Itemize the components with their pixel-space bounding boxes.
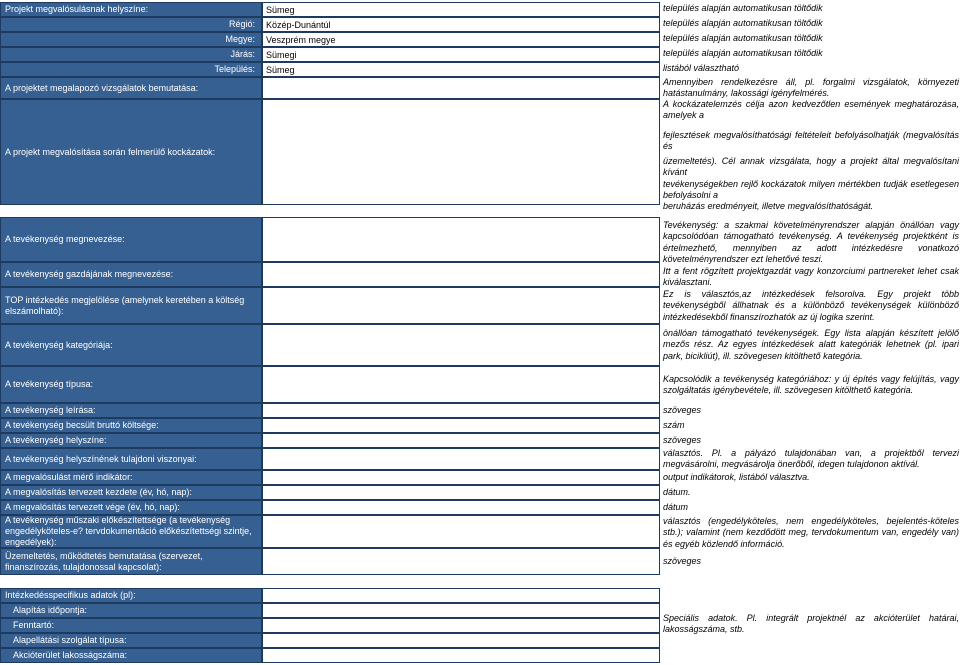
- note-settlement: listából választható: [663, 63, 740, 73]
- field-measure-specific[interactable]: [262, 588, 660, 603]
- note-indicator: output indikátorok, listából választva.: [663, 472, 810, 482]
- note-special-data: Speciális adatok. Pl. integrált projektnél az akcióterület határai, lakosságszáma, stb.: [663, 613, 959, 635]
- label-district: Járás:: [0, 47, 262, 62]
- label-indicator: A megvalósulást mérő indikátor:: [0, 470, 262, 485]
- field-activity-type[interactable]: [262, 366, 660, 403]
- field-project-location[interactable]: Sümeg: [262, 2, 660, 17]
- field-operation[interactable]: [262, 548, 660, 575]
- label-region: Régió:: [0, 17, 262, 32]
- field-ownership[interactable]: [262, 448, 660, 470]
- field-preliminary-studies[interactable]: [262, 77, 660, 99]
- note-activity-location: szöveges: [663, 435, 702, 445]
- label-preliminary-studies: A projektet megalapozó vizsgálatok bemutatása:: [0, 77, 262, 99]
- label-maintainer: Fenntartó:: [0, 618, 262, 633]
- label-technical-readiness: A tevékenység műszaki előkészítettsége (a tevékenység engedélyköteles-e? tervdokumentáció előkészítettségi szintje, engedélyek):: [0, 515, 262, 548]
- note-district: település alapján automatikusan töltődik: [663, 48, 823, 58]
- note-ownership: választós. Pl. a pályázó tulajdonában van, a projektből tervezi megvásárolni, megvásárolja önerőből, idegen tulajdonon aktívál.: [663, 448, 959, 470]
- label-activity-description: A tevékenység leírása:: [0, 403, 262, 418]
- label-end-date: A megvalósítás tervezett vége (év, hó, nap):: [0, 500, 262, 515]
- note-project-location: település alapján automatikusan töltődik: [663, 3, 823, 13]
- note-start-date: dátum.: [663, 487, 691, 497]
- field-maintainer[interactable]: [262, 618, 660, 633]
- field-activity-location[interactable]: [262, 433, 660, 448]
- label-operation: Üzemeltetés, működtetés bemutatása (szervezet, finanszírozás, tulajdonossal kapcsolat):: [0, 548, 262, 575]
- note-region: település alapján automatikusan töltődik: [663, 18, 823, 28]
- note-risks-line-5: beruházás eredményeit, illetve megvalósíthatóságát.: [663, 201, 874, 211]
- field-activity-owner[interactable]: [262, 262, 660, 287]
- field-end-date[interactable]: [262, 500, 660, 515]
- note-county: település alapján automatikusan töltődik: [663, 33, 823, 43]
- note-activity-type: Kapcsolódik a tevékenység kategóriához: y új építés vagy felújítás, vagy szolgáltatás igénybevétele, ill. szövegesen kitölthető kategória.: [663, 374, 959, 396]
- label-activity-owner: A tevékenység gazdájának megnevezése:: [0, 262, 262, 287]
- field-activity-category[interactable]: [262, 324, 660, 366]
- label-founding-date: Alapítás időpontja:: [0, 603, 262, 618]
- label-risks: A projekt megvalósítása során felmerülő kockázatok:: [0, 99, 262, 205]
- field-founding-date[interactable]: [262, 603, 660, 618]
- field-estimated-cost[interactable]: [262, 418, 660, 433]
- field-indicator[interactable]: [262, 470, 660, 485]
- label-start-date: A megvalósítás tervezett kezdete (év, hó, nap):: [0, 485, 262, 500]
- note-activity-owner: Itt a fent rögzített projektgazdát vagy konzorciumi partnereket lehet csak kiválasztani.: [663, 266, 959, 288]
- field-top-measure[interactable]: [262, 287, 660, 324]
- field-district[interactable]: Sümegi: [262, 47, 660, 62]
- note-top-measure: Ez is választós,az intézkedések felsorolva. Egy projekt több tevékenységből állhatnak és a különböző tevékenységek különböző intézkedésekből finanszírozhatók az új logika szerint.: [663, 289, 959, 322]
- note-activity-name: Tevékenység: a szakmai követelményrendszer alapján önállóan vagy kapcsolódóan támogatható tevékenység. A tevékenység projektként is értelmezhető, mennyiben az adott intézkedésre vonatkozó követelményrendszer ezt lehetővé teszi.: [663, 220, 959, 264]
- label-service-type: Alapellátási szolgálat típusa:: [0, 633, 262, 648]
- field-area-population[interactable]: [262, 648, 660, 663]
- field-region[interactable]: Közép-Dunántúl: [262, 17, 660, 32]
- note-end-date: dátum: [663, 502, 689, 512]
- field-technical-readiness[interactable]: [262, 515, 660, 548]
- label-project-location: Projekt megvalósulásnak helyszíne:: [0, 2, 262, 17]
- field-service-type[interactable]: [262, 633, 660, 648]
- label-settlement: Település:: [0, 62, 262, 77]
- label-measure-specific: Intézkedésspecifikus adatok (pl):: [0, 588, 262, 603]
- label-activity-category: A tevékenység kategóriája:: [0, 324, 262, 366]
- label-county: Megye:: [0, 32, 262, 47]
- field-activity-name[interactable]: [262, 217, 660, 262]
- label-activity-name: A tevékenység megnevezése:: [0, 217, 262, 262]
- label-top-measure: TOP intézkedés megjelölése (amelynek keretében a költség elszámolható):: [0, 287, 262, 324]
- note-risks-line-3: üzemeltetés). Cél annak vizsgálata, hogy a projekt által megvalósítani kívánt: [663, 156, 959, 178]
- label-area-population: Akcióterület lakosságszáma:: [0, 648, 262, 663]
- field-settlement[interactable]: Sümeg: [262, 62, 660, 77]
- field-county[interactable]: Veszprém megye: [262, 32, 660, 47]
- note-risks-line-2: fejlesztések megvalósíthatósági feltételeit befolyásolhatják (megvalósítás és: [663, 129, 959, 151]
- note-estimated-cost: szám: [663, 420, 685, 430]
- label-ownership: A tevékenység helyszínének tulajdoni viszonyai:: [0, 448, 262, 470]
- note-risks-line-4: tevékenységekben rejlő kockázatok milyen mértékben tudják esetlegesen befolyásolni a: [663, 178, 959, 200]
- label-estimated-cost: A tevékenység becsült bruttó költsége:: [0, 418, 262, 433]
- note-technical-readiness: választós (engedélyköteles, nem engedélyköteles, bejelentés-köteles stb.); valamint (nem kezdődött meg, tervdokumentum van, engedély van) és egyéb közlendő információ.: [663, 516, 959, 549]
- note-risks-line-1: A kockázatelemzés célja azon kedvezőtlen események meghatározása, amelyek a: [663, 99, 959, 121]
- label-activity-type: A tevékenység típusa:: [0, 366, 262, 403]
- note-preliminary-studies: Amennyiben rendelkezésre áll, pl. forgalmi vizsgálatok, környezeti hatástanulmány, lakossági igényfelmérés.: [663, 77, 959, 99]
- field-risks[interactable]: [262, 99, 660, 205]
- note-risks: [663, 99, 959, 212]
- note-activity-category: önállóan támogatható tevékenységek. Egy lista alapján készített jelölő mezős rész. Az egyes intézkedések alatt kategóriák lehetnek (pl. ipari park, bicikliút), ill. szövegesen kitölthető kategória.: [663, 328, 959, 361]
- field-start-date[interactable]: [262, 485, 660, 500]
- field-activity-description[interactable]: [262, 403, 660, 418]
- note-activity-description: szöveges: [663, 405, 702, 415]
- note-operation: szöveges: [663, 556, 702, 566]
- label-activity-location: A tevékenység helyszíne:: [0, 433, 262, 448]
